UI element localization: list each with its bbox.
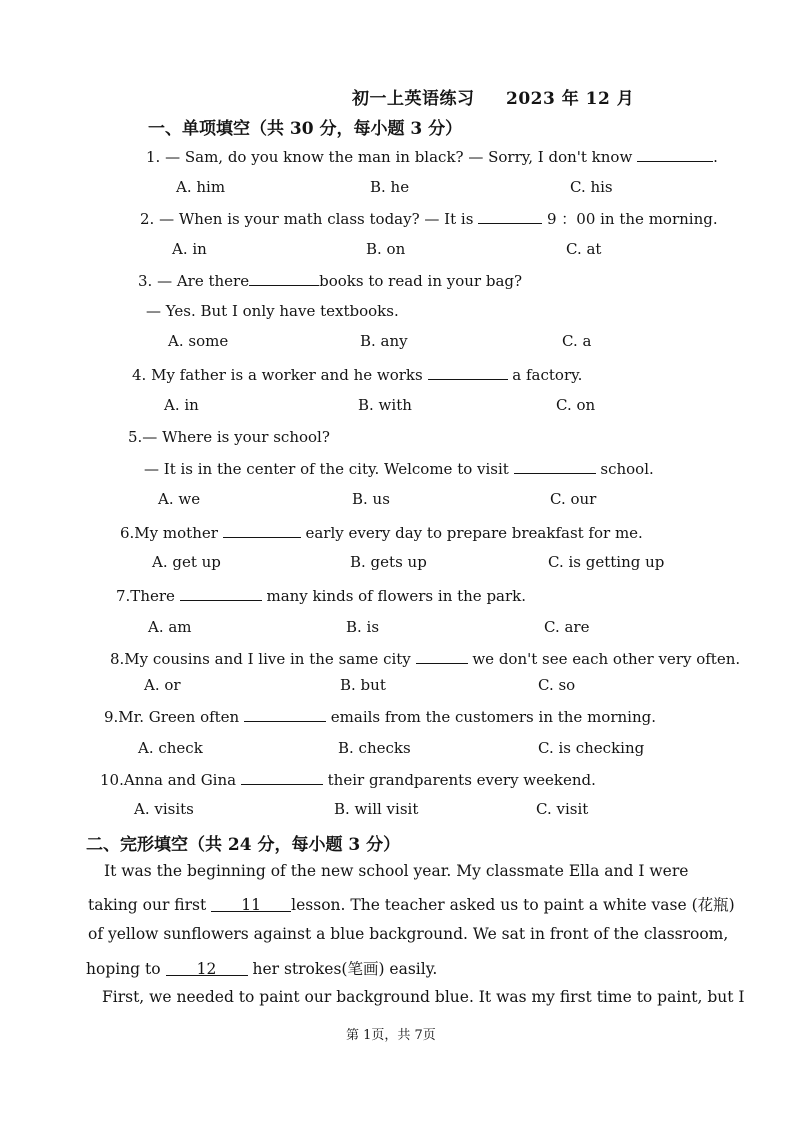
question-4-end: a factory.: [512, 366, 583, 384]
question-8-end: we don't see each other very often.: [472, 650, 741, 668]
question-5-reply: [144, 458, 654, 478]
answer-blank[interactable]: [244, 706, 326, 722]
option-2b[interactable]: B. on: [366, 240, 406, 258]
question-10: [100, 769, 596, 789]
question-1-text: 1. — Sam, do you know the man in black? — Sorry, I don't know: [146, 148, 633, 166]
passage-line-5: First, we needed to paint our background blue. It was my first time to paint, but I: [102, 988, 745, 1006]
question-6-end: early every day to prepare breakfast for me.: [305, 524, 643, 542]
answer-blank[interactable]: [249, 270, 319, 286]
option-9a[interactable]: A. check: [138, 739, 203, 757]
question-2: [140, 208, 718, 229]
exam-title: 初一上英语练习: [352, 89, 475, 109]
question-3-reply: — Yes. But I only have textbooks.: [146, 302, 399, 320]
question-2-end: 9 ：00 in the morning.: [546, 210, 718, 228]
passage-text: lesson. The teacher asked us to paint a white vase (花瓶): [291, 896, 735, 914]
question-6: [120, 522, 643, 542]
option-4c[interactable]: C. on: [556, 396, 596, 414]
option-9b[interactable]: B. checks: [338, 739, 411, 757]
answer-blank[interactable]: [637, 146, 713, 162]
option-9c[interactable]: C. is checking: [538, 739, 645, 757]
answer-blank[interactable]: [241, 769, 323, 785]
exam-date: 2023 年 12 月: [506, 89, 635, 109]
section1-heading: 一、单项填空（共 30 分，每小题 3 分）: [148, 119, 463, 139]
question-5: 5.— Where is your school?: [128, 428, 330, 446]
cloze-blank-12[interactable]: 12: [166, 960, 248, 976]
question-5-end: school.: [600, 460, 654, 478]
option-7a[interactable]: A. am: [148, 618, 192, 636]
option-6c[interactable]: C. is getting up: [548, 553, 665, 571]
page-number: 第 1页，共 7页: [346, 1028, 436, 1043]
option-7b[interactable]: B. is: [346, 618, 380, 636]
question-3-text: 3. — Are there: [138, 272, 250, 290]
option-8b[interactable]: B. but: [340, 676, 386, 694]
question-8: [110, 648, 740, 668]
question-9-text: 9.Mr. Green often: [104, 708, 240, 726]
cloze-blank-11[interactable]: 11: [211, 896, 291, 912]
question-1-end: .: [713, 148, 718, 166]
question-7-end: many kinds of flowers in the park.: [266, 587, 527, 605]
option-4b[interactable]: B. with: [358, 396, 412, 414]
question-8-text: 8.My cousins and I live in the same city: [110, 650, 411, 668]
passage-line-4: [86, 957, 437, 979]
option-2c[interactable]: C. at: [566, 240, 602, 258]
passage-line-3: of yellow sunflowers against a blue background. We sat in front of the classroom,: [88, 925, 729, 943]
question-4-text: 4. My father is a worker and he works: [132, 366, 423, 384]
question-2-text: 2. — When is your math class today? — It is: [140, 210, 474, 228]
section2-heading: 二、完形填空（共 24 分，每小题 3 分）: [86, 835, 401, 855]
question-7: [116, 585, 526, 605]
question-5-text: — It is in the center of the city. Welcome to visit: [144, 460, 509, 478]
passage-text: hoping to: [86, 960, 161, 978]
passage-text: taking our first: [88, 896, 207, 914]
question-9: [104, 706, 656, 726]
question-10-text: 10.Anna and Gina: [100, 771, 237, 789]
question-9-end: emails from the customers in the morning.: [330, 708, 656, 726]
question-4: [132, 364, 582, 384]
option-3a[interactable]: A. some: [168, 332, 229, 350]
option-3b[interactable]: B. any: [360, 332, 408, 350]
question-6-text: 6.My mother: [120, 524, 218, 542]
passage-line-2: [88, 893, 735, 915]
answer-blank[interactable]: [514, 458, 596, 474]
option-2a[interactable]: A. in: [172, 240, 207, 258]
option-10b[interactable]: B. will visit: [334, 800, 419, 818]
answer-blank[interactable]: [180, 585, 262, 601]
option-10a[interactable]: A. visits: [134, 800, 194, 818]
option-8a[interactable]: A. or: [144, 676, 181, 694]
option-5a[interactable]: A. we: [158, 490, 201, 508]
option-5b[interactable]: B. us: [352, 490, 390, 508]
option-1a[interactable]: A. him: [176, 178, 226, 196]
option-6b[interactable]: B. gets up: [350, 553, 427, 571]
option-10c[interactable]: C. visit: [536, 800, 589, 818]
option-1c[interactable]: C. his: [570, 178, 613, 196]
question-1: [146, 146, 718, 166]
answer-blank[interactable]: [416, 648, 468, 664]
option-8c[interactable]: C. so: [538, 676, 576, 694]
option-7c[interactable]: C. are: [544, 618, 590, 636]
passage-line-1: It was the beginning of the new school year. My classmate Ella and I were: [104, 862, 689, 880]
option-5c[interactable]: C. our: [550, 490, 597, 508]
option-6a[interactable]: A. get up: [152, 553, 221, 571]
option-3c[interactable]: C. a: [562, 332, 592, 350]
option-1b[interactable]: B. he: [370, 178, 410, 196]
question-7-text: 7.There: [116, 587, 175, 605]
answer-blank[interactable]: [223, 522, 301, 538]
passage-text: her strokes(笔画) easily.: [252, 960, 438, 978]
question-10-end: their grandparents every weekend.: [327, 771, 596, 789]
option-4a[interactable]: A. in: [164, 396, 199, 414]
answer-blank[interactable]: [428, 364, 508, 380]
question-3-end: books to read in your bag?: [319, 272, 523, 290]
question-3: [138, 270, 522, 290]
answer-blank[interactable]: [478, 208, 542, 224]
